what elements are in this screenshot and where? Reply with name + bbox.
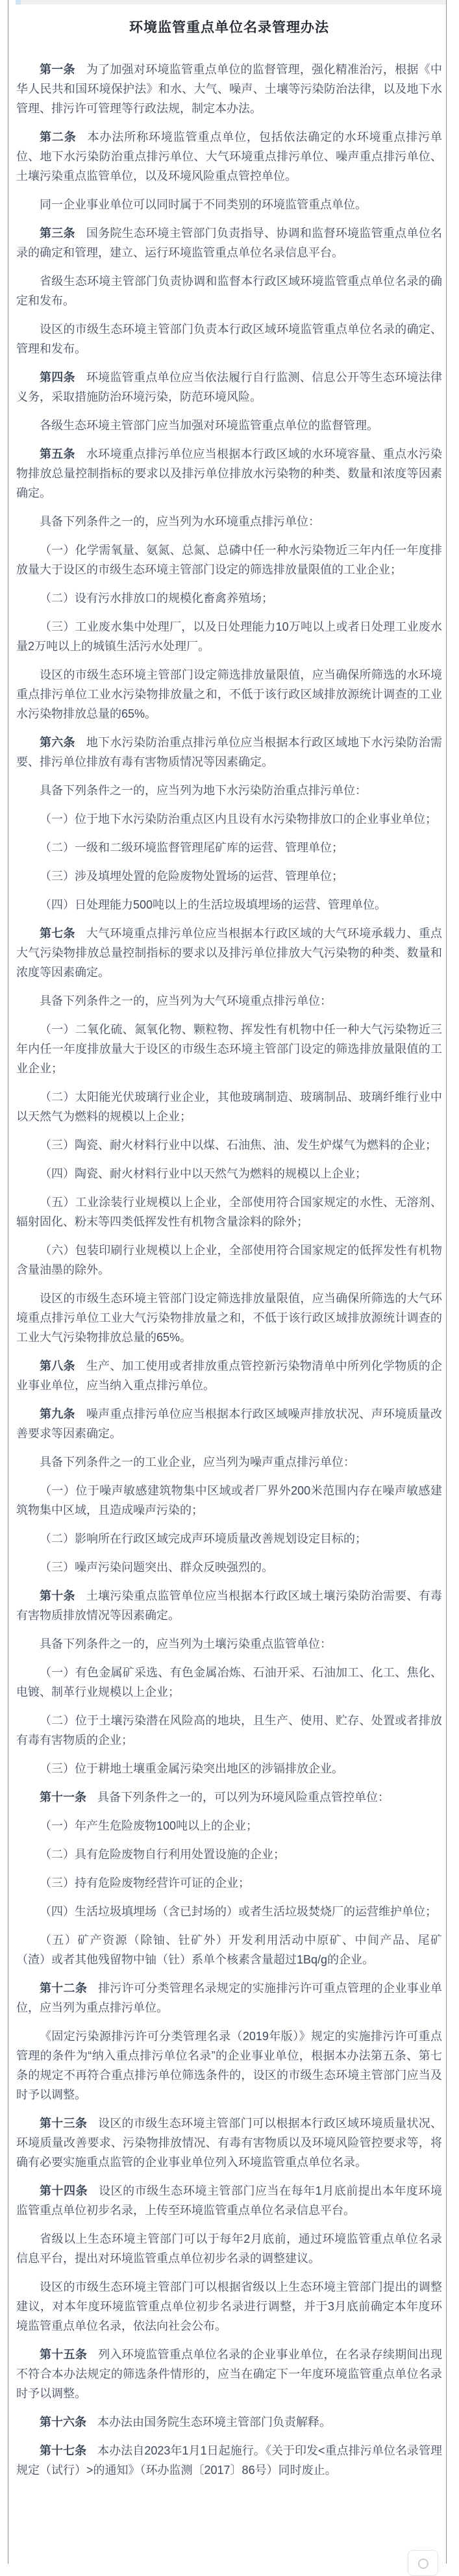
body-paragraph	[16, 588, 442, 608]
paragraph-text: （三）位于耕地土壤重金属污染突出地区的涉镉排放企业。	[40, 1762, 343, 1775]
paragraph-text: （一）有色金属矿采选、有色金属冶炼、石油开采、石油加工、化工、焦化、电镀、制革行业规模以上企业；	[16, 1666, 442, 1698]
article-paragraph	[16, 1586, 442, 1625]
document-body	[8, 0, 446, 2489]
article-paragraph	[16, 1978, 442, 2017]
paragraph-text: 生产、加工使用或者排放重点管控新污染物清单中所列化学物质的企业事业单位，应当纳入重点排污单位。	[16, 1359, 442, 1392]
paragraph-text: （一）位于噪声敏感建筑物集中区域或者厂界外200米范围内存在噪声敏感建筑物集中区域，且造成噪声污染的；	[16, 1484, 442, 1517]
article-number-label: 第七条	[40, 927, 75, 940]
article-number-label: 第十一条	[40, 1791, 86, 1804]
paragraph-text: 为了加强对环境监管重点单位的监督管理，强化精准治污，根据《中华人民共和国环境保护法》和水、大气、噪声、土壤等污染防治法律，以及地下水管理、排污许可管理等行政法规，制定本办法。	[16, 63, 442, 115]
paragraph-text: （三）持有危险废物经营许可证的企业；	[40, 1876, 250, 1889]
article-paragraph	[16, 444, 442, 503]
article-number-label: 第十七条	[40, 2444, 87, 2457]
body-paragraph	[16, 991, 442, 1011]
paragraph-text: 同一企业事业单位可以同时属于不同类别的环境监管重点单位。	[40, 198, 367, 211]
back-to-top-button[interactable]	[408, 2550, 438, 2576]
paragraph-text: 各级生态环境主管部门应当加强对环境监管重点单位的监督管理。	[40, 419, 378, 432]
body-paragraph	[16, 540, 442, 579]
body-paragraph	[16, 416, 442, 435]
article-number-label: 第十四条	[40, 2184, 88, 2197]
body-paragraph	[16, 1481, 442, 1520]
body-paragraph	[16, 2027, 442, 2104]
paragraph-text: 具备下列条件之一的，可以列为环境风险重点管控单位：	[97, 1791, 390, 1804]
body-paragraph	[16, 1873, 442, 1893]
paragraph-text: 国务院生态环境主管部门负责指导、协调和监督环境监管重点单位名录的确定和管理，建立、运行环境监管重点单位名录信息平台。	[16, 227, 442, 259]
back-to-top-icon	[418, 2558, 428, 2569]
body-paragraph	[16, 1663, 442, 1702]
body-paragraph	[16, 1193, 442, 1231]
paragraph-text: 具备下列条件之一的，应当列为水环境重点排污单位：	[40, 515, 320, 528]
article-paragraph	[16, 60, 442, 118]
paragraph-text: （二）影响所在行政区域完成声环境质量改善规划设定目标的；	[40, 1532, 367, 1545]
article-number-label: 第二条	[40, 131, 77, 144]
body-paragraph	[16, 1902, 442, 1921]
paragraph-text: 设区的市级生态环境主管部门设定筛选排放量限值，应当确保所筛选的水环境重点排污单位工业水污染物排放量之和，不低于该行政区域排放源统计调查的工业水污染物排放总量的65%。	[16, 668, 442, 720]
article-number-label: 第十五条	[40, 2348, 88, 2361]
paragraph-text: （一）位于地下水污染防治重点区内且设有水污染物排放口的企业事业单位；	[40, 813, 437, 826]
article-paragraph	[16, 2441, 442, 2480]
body-paragraph	[16, 512, 442, 531]
paragraph-text: （四）生活垃圾填埋场（含已封场的）或者生活垃圾焚烧厂的运营维护单位；	[40, 1905, 437, 1918]
body-paragraph	[16, 1816, 442, 1836]
article-paragraph	[16, 2345, 442, 2403]
body-paragraph	[16, 1087, 442, 1126]
body-paragraph	[16, 1452, 442, 1472]
article-paragraph	[16, 127, 442, 186]
article-number-label: 第四条	[40, 371, 75, 384]
paragraph-text: 设区的市级生态环境主管部门负责本行政区域环境监管重点单位名录的确定、管理和发布。	[16, 323, 442, 355]
paragraph-text: （四）陶瓷、耐火材料行业中以天然气为燃料的规模以上企业；	[40, 1167, 367, 1180]
article-number-label: 第六条	[40, 736, 75, 749]
paragraph-text: 排污许可分类管理名录规定的实施排污许可重点管理的企业事业单位，应当列为重点排污单位。	[16, 1982, 442, 2014]
article-paragraph	[16, 368, 442, 407]
body-paragraph	[16, 1711, 442, 1750]
paragraph-text: 具备下列条件之一的工业企业，应当列为噪声重点排污单位：	[40, 1456, 355, 1469]
article-paragraph	[16, 733, 442, 772]
paragraph-text: 具备下列条件之一的，应当列为大气环境重点排污单位：	[40, 994, 332, 1007]
article-number-label: 第三条	[40, 227, 75, 240]
body-paragraph	[16, 1634, 442, 1654]
article-paragraph	[16, 1787, 442, 1807]
body-paragraph	[16, 1164, 442, 1183]
body-paragraph	[16, 781, 442, 800]
article-paragraph	[16, 2181, 442, 2220]
paragraph-text: （三）工业废水集中处理厂，以及日处理能力10万吨以上或者日处理工业废水量2万吨以上的城镇生活污水处理厂。	[16, 620, 442, 653]
body-paragraph	[16, 1759, 442, 1778]
paragraph-text: 水环境重点排污单位应当根据本行政区域的水环境容量、重点水污染物排放总量控制指标的要求以及排污单位排放水污染物的种类、数量和浓度等因素确定。	[16, 448, 442, 499]
document-container	[8, 0, 447, 2564]
article-number-label: 第九条	[40, 1408, 75, 1421]
body-paragraph	[16, 1020, 442, 1078]
paragraph-text: 环境监管重点单位应当依法履行自行监测、信息公开等生态环境法律义务，采取措施防治环境污染，防范环境风险。	[16, 371, 442, 403]
article-paragraph	[16, 2114, 442, 2172]
body-paragraph	[16, 1529, 442, 1548]
body-paragraph	[16, 320, 442, 359]
body-paragraph	[16, 665, 442, 724]
paragraph-text: 省级生态环境主管部门负责协调和监督本行政区域环境监管重点单位名录的确定和发布。	[16, 275, 442, 307]
paragraph-text: （五）工业涂装行业规模以上企业，全部使用符合国家规定的水性、无溶剂、辐射固化、粉末等四类低挥发性有机物含量涂料的除外；	[16, 1196, 442, 1228]
body-paragraph	[16, 2229, 442, 2268]
paragraph-text: （三）陶瓷、耐火材料行业中以煤、石油焦、油、发生炉煤气为燃料的企业；	[40, 1139, 437, 1152]
body-paragraph	[16, 895, 442, 915]
body-paragraph	[16, 838, 442, 857]
body-paragraph	[16, 1930, 442, 1969]
body-paragraph	[16, 2277, 442, 2336]
paragraph-text: 设区的市级生态环境主管部门可以根据省级以上生态环境主管部门提出的调整建议，对本年度环境监管重点单位初步名录进行调整，并于3月底前确定本年度环境监管重点单位名录，依法向社会公布。	[16, 2280, 442, 2332]
paragraph-text: （一）年产生危险废物100吨以上的企业；	[40, 1819, 258, 1832]
paragraph-text: 具备下列条件之一的，应当列为土壤污染重点监管单位：	[40, 1637, 332, 1650]
paragraph-text: 噪声重点排污单位应当根据本行政区域噪声排放状况、声环境质量改善要求等因素确定。	[16, 1408, 442, 1440]
article-paragraph	[16, 223, 442, 262]
article-number-label: 第十条	[40, 1589, 75, 1602]
paragraph-text: 本办法由国务院生态环境主管部门负责解释。	[97, 2416, 331, 2429]
paragraph-text: （三）涉及填埋处置的危险废物处置场的运营、管理单位；	[40, 870, 343, 883]
body-paragraph	[16, 1558, 442, 1577]
article-number-label: 第八条	[40, 1359, 75, 1372]
article-paragraph	[16, 1404, 442, 1443]
page-title: 环境监管重点单位名录管理办法	[129, 20, 329, 35]
paragraph-text: （二）位于土壤污染潜在风险高的地块，且生产、使用、贮存、处置或者排放有毒有害物质的企业；	[16, 1714, 442, 1747]
paragraph-text: 地下水污染防治重点排污单位应当根据本行政区域地下水污染防治需要、排污单位排放有毒有害物质情况等因素确定。	[16, 736, 442, 768]
body-paragraph	[16, 809, 442, 829]
paragraph-text: （四）日处理能力500吨以上的生活垃圾填埋场的运营、管理单位。	[40, 898, 387, 911]
paragraph-text: 设区的市级生态环境主管部门应当在每年1月底前提出本年度环境监管重点单位初步名录，上传至环境监管重点单位名录信息平台。	[16, 2184, 442, 2217]
article-paragraph	[16, 2412, 442, 2432]
body-paragraph	[16, 271, 442, 310]
article-number-label: 第一条	[40, 63, 75, 76]
paragraph-text: （二）太阳能光伏玻璃行业企业，其他玻璃制造、玻璃制品、玻璃纤维行业中以天然气为燃料的规模以上企业；	[16, 1091, 442, 1123]
paragraph-list	[16, 60, 442, 2480]
article-number-label: 第五条	[40, 448, 75, 461]
paragraph-text: （三）噪声污染问题突出、群众反映强烈的。	[40, 1561, 273, 1574]
article-paragraph	[16, 1356, 442, 1395]
paragraph-text: 设区的市级生态环境主管部门设定筛选排放量限值，应当确保所筛选的大气环境重点排污单位工业大气污染物排放量之和，不低于该行政区域排放源统计调查的工业大气污染物排放总量的65%。	[16, 1292, 442, 1344]
article-number-label: 第十六条	[40, 2416, 86, 2429]
body-paragraph	[16, 866, 442, 886]
article-number-label: 第十三条	[40, 2117, 88, 2130]
body-paragraph	[16, 1135, 442, 1155]
paragraph-text: 本办法自2023年1月1日起施行。《关于印发<重点排污单位名录管理规定（试行）>的通知》（环办监测〔2017〕86号）同时废止。	[16, 2444, 442, 2477]
article-paragraph	[16, 924, 442, 982]
body-paragraph	[16, 1241, 442, 1280]
paragraph-text: 具备下列条件之一的，应当列为地下水污染防治重点排污单位：	[40, 784, 367, 797]
paragraph-text: （二）设有污水排放口的规模化畜禽养殖场；	[40, 592, 273, 605]
paragraph-text: （五）矿产资源（除铀、钍矿外）开发利用活动中原矿、中间产品、尾矿（渣）或者其他残留物中铀（钍）系单个核素含量超过1Bq/g的企业。	[16, 1934, 442, 1966]
paragraph-text: 设区的市级生态环境主管部门可以根据本行政区域环境质量状况、环境质量改善要求、污染物排放情况、有毒有害物质以及环境风险管控要求等，将确有必要实施重点监管的企业事业单位列入环境监管重点单位名录。	[16, 2117, 442, 2169]
paragraph-text: （六）包装印刷行业规模以上企业，全部使用符合国家规定的低挥发性有机物含量油墨的除外。	[16, 1244, 442, 1276]
paragraph-text: 大气环境重点排污单位应当根据本行政区域的大气环境承载力、重点大气污染物排放总量控制指标的要求以及排污单位排放大气污染物的种类、数量和浓度等因素确定。	[16, 927, 442, 979]
article-number-label: 第十二条	[40, 1982, 88, 1995]
paragraph-text: 《固定污染源排污许可分类管理名录（2019年版）》规定的实施排污许可重点管理的条件为“纳入重点排污单位名录”的企业事业单位，根据本办法第五条、第七条的规定不再符合重点排污单位筛选条件的，设区的市级生态环境主管部门应当及时予以调整。	[16, 2030, 442, 2101]
body-paragraph	[16, 617, 442, 656]
paragraph-text: （一）二氧化硫、氮氧化物、颗粒物、挥发性有机物中任一种大气污染物近三年内任一年度排放量大于设区的市级生态环境主管部门设定的筛选排放量限值的工业企业；	[16, 1023, 442, 1075]
paragraph-text: 省级以上生态环境主管部门可以于每年2月底前，通过环境监管重点单位名录信息平台，提出对环境监管重点单位初步名录的调整建议。	[16, 2232, 442, 2265]
paragraph-text: 土壤污染重点监管单位应当根据本行政区域土壤污染防治需要、有毒有害物质排放情况等因素确定。	[16, 1589, 442, 1622]
paragraph-text: 本办法所称环境监管重点单位，包括依法确定的水环境重点排污单位、地下水污染防治重点排污单位、大气环境重点排污单位、噪声重点排污单位、土壤污染重点监管单位，以及环境风险重点管控单位。	[16, 131, 443, 183]
body-paragraph	[16, 1845, 442, 1864]
body-paragraph	[16, 1289, 442, 1347]
body-paragraph	[16, 195, 442, 214]
paragraph-text: （二）一级和二级环境监督管理尾矿库的运营、管理单位；	[40, 841, 343, 854]
paragraph-text: 列入环境监管重点单位名录的企业事业单位，在名录存续期间出现不符合本办法规定的筛选条件情形的，应当在确定下一年度环境监管重点单位名录时予以调整。	[16, 2348, 442, 2400]
paragraph-text: （一）化学需氧量、氨氮、总氮、总磷中任一种水污染物近三年内任一年度排放量大于设区的市级生态环境主管部门设定的筛选排放量限值的工业企业；	[16, 544, 442, 576]
paragraph-text: （二）具有危险废物自行利用处置设施的企业；	[40, 1848, 285, 1861]
